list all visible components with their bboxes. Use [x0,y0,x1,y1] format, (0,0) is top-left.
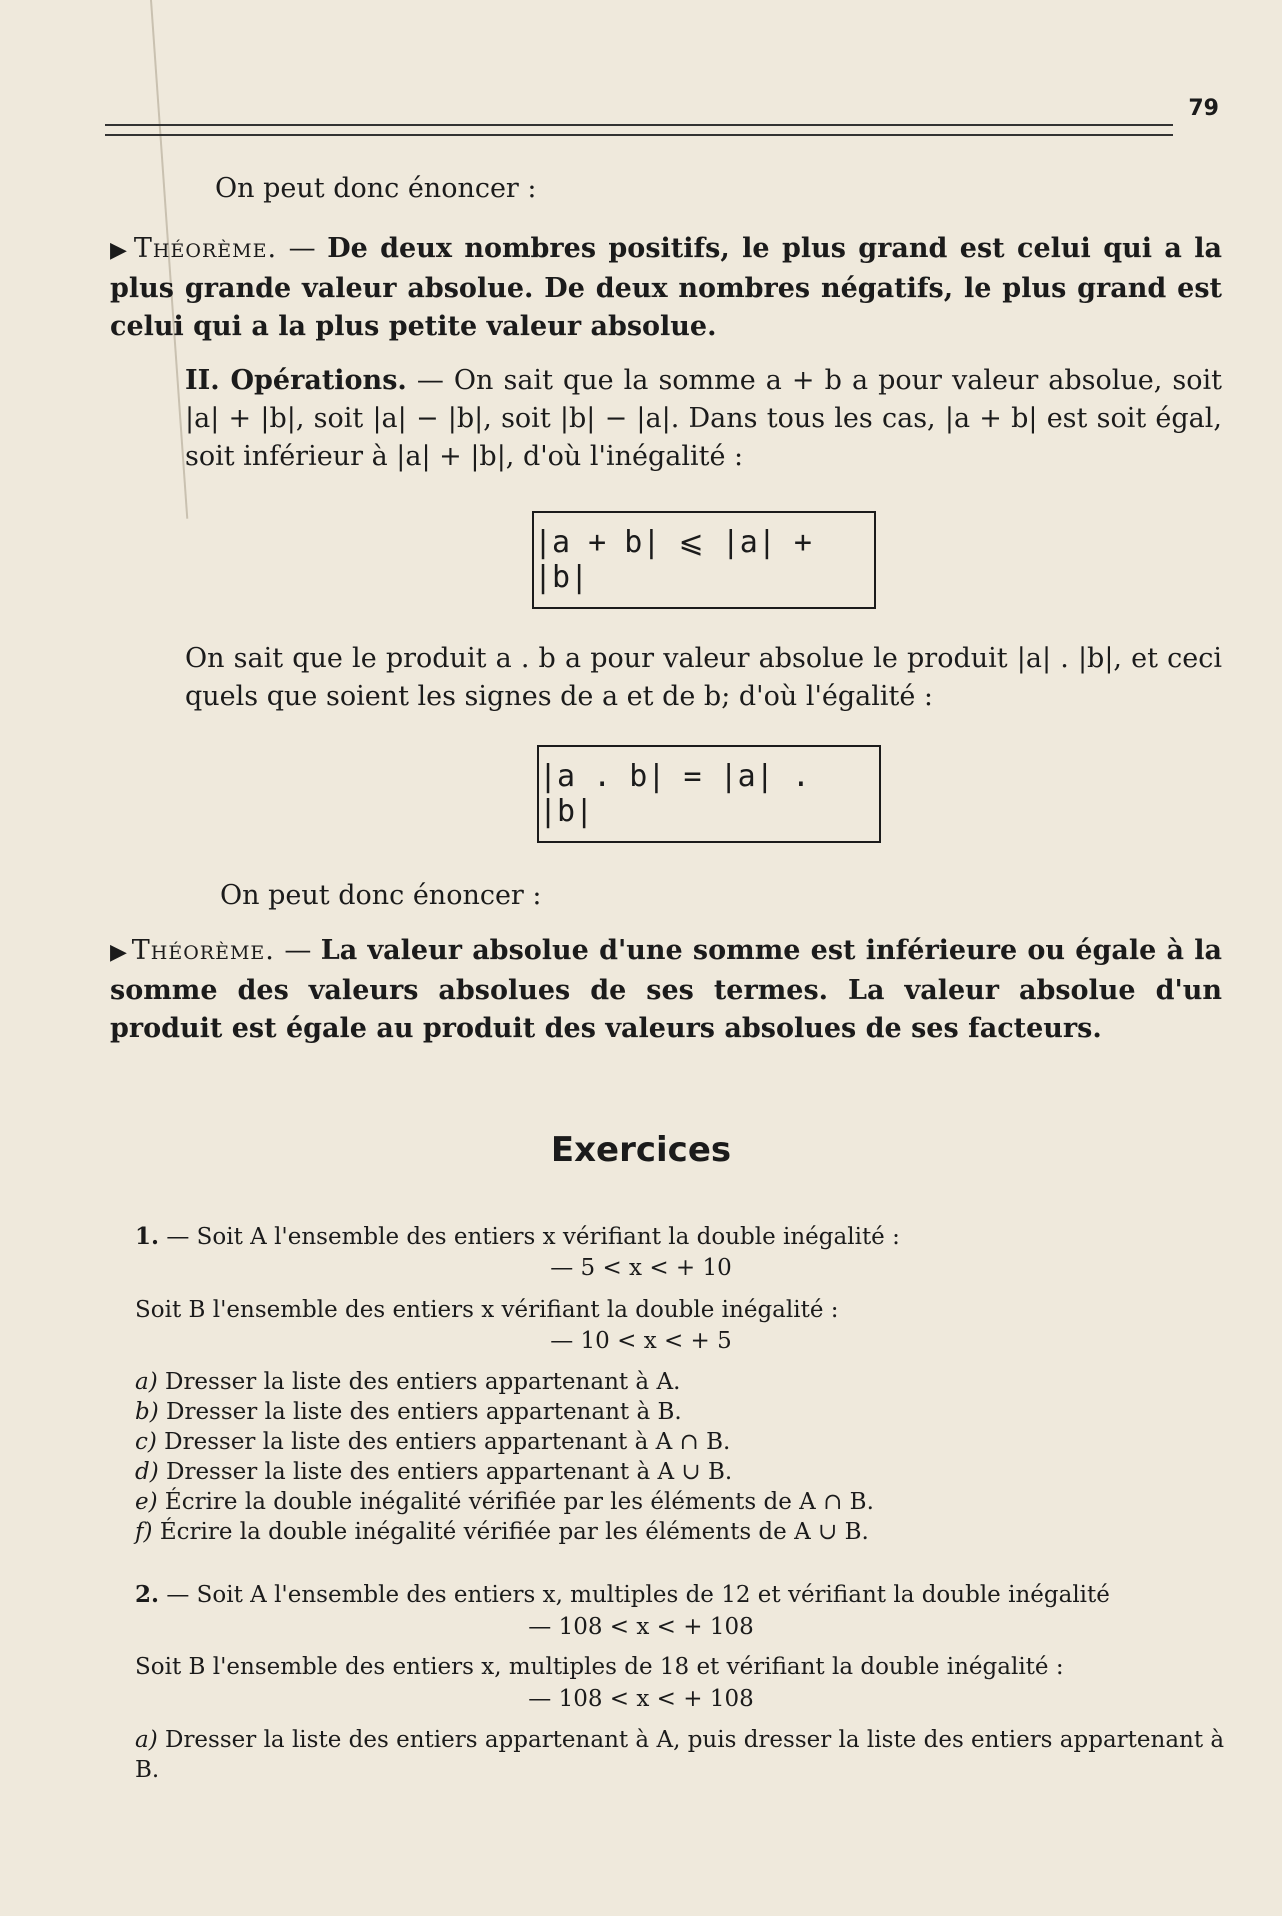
intro-text-2: On peut donc énoncer : [220,880,542,911]
item-letter: c) [135,1429,157,1455]
exercise-2-line-2: Soit B l'ensemble des entiers x, multiples de 18 et vérifiant la double inégalité : [135,1654,1064,1680]
exercise-1-statement [135,1222,1235,1252]
theorem-2-label: Théorème. [131,935,275,966]
exercise-2-inequality-2: — 108 < x < + 108 [528,1686,754,1712]
formula-box-2: |a . b| = |a| . |b| [537,745,881,843]
list-item [135,1487,1235,1517]
exercise-2-statement [135,1580,1245,1610]
product-paragraph: On sait que le produit a . b a pour valeur absolue le produit |a| . |b|, et ceci quels que soient les signes de a et de b; d'où l'égalité : [185,643,1222,712]
page-number: 79 [1188,96,1219,121]
item-text: Dresser la liste des entiers appartenant à A ∩ B. [164,1429,731,1455]
theorem-2-dash: — [284,935,312,966]
item-letter: d) [135,1459,159,1485]
item-letter: e) [135,1489,158,1515]
exercise-2-line-1: — Soit A l'ensemble des entiers x, multiples de 12 et vérifiant la double inégalité [166,1582,1110,1608]
theorem-1 [110,230,1222,346]
list-item [135,1457,1235,1487]
triangle-marker-icon: ▶ [110,238,130,263]
item-letter: b) [135,1399,159,1425]
exercises-heading: Exercices [550,1130,732,1170]
item-letter: a) [135,1727,158,1753]
exercise-1-inequality-1: — 5 < x < + 10 [550,1255,732,1281]
triangle-marker-icon: ▶ [110,940,128,965]
item-text: Dresser la liste des entiers appartenant à B. [166,1399,682,1425]
list-item [135,1517,1235,1547]
exercise-1-line-2: Soit B l'ensemble des entiers x vérifiant la double inégalité : [135,1297,839,1323]
exercise-1-list [135,1367,1235,1547]
exercise-2-inequality-1: — 108 < x < + 108 [528,1614,754,1640]
item-letter: a) [135,1369,158,1395]
header-rule [105,124,1173,136]
section-2-text: — On sait que la somme a + b a pour valeur absolue, soit |a| + |b|, soit |a| − |b|, soit |b| − |a|. Dans tous les cas, |a + b| est soit égal, soit inférieur à |a| + |b|, d'où l'inégalité : [185,365,1222,472]
formula-box-1: |a + b| ⩽ |a| + |b| [532,511,876,609]
theorem-2 [110,932,1222,1048]
exercise-1-line-1: — Soit A l'ensemble des entiers x vérifiant la double inégalité : [166,1224,900,1250]
item-text: Dresser la liste des entiers appartenant à A, puis dresser la liste des entiers appartenant à B. [135,1727,1225,1783]
item-letter: f) [135,1519,153,1545]
item-text: Écrire la double inégalité vérifiée par les éléments de A ∩ B. [164,1489,874,1515]
list-item [135,1397,1235,1427]
theorem-2-text: La valeur absolue d'une somme est inférieure ou égale à la somme des valeurs absolues de ses termes. La valeur absolue d'un produit est égale au produit des valeurs absolues de ses facteurs. [110,935,1222,1044]
list-item [135,1367,1235,1397]
exercise-2-number: 2. [135,1581,160,1608]
list-item [135,1427,1235,1457]
theorem-1-dash: — [288,233,316,264]
theorem-1-text: De deux nombres positifs, le plus grand est celui qui a la plus grande valeur absolue. De deux nombres négatifs, le plus grand est celui qui a la plus petite valeur absolue. [110,233,1222,342]
item-text: Écrire la double inégalité vérifiée par les éléments de A ∪ B. [159,1519,869,1545]
section-2-paragraph [185,362,1222,476]
intro-text-1: On peut donc énoncer : [215,173,537,204]
section-2-label: II. Opérations. [185,365,407,396]
item-text: Dresser la liste des entiers appartenant à A ∪ B. [166,1459,733,1485]
exercise-1-inequality-2: — 10 < x < + 5 [550,1328,732,1354]
exercise-1-number: 1. [135,1223,160,1250]
item-text: Dresser la liste des entiers appartenant à A. [165,1369,681,1395]
theorem-1-label: Théorème. [133,233,278,264]
exercise-2-item-a [135,1725,1245,1785]
